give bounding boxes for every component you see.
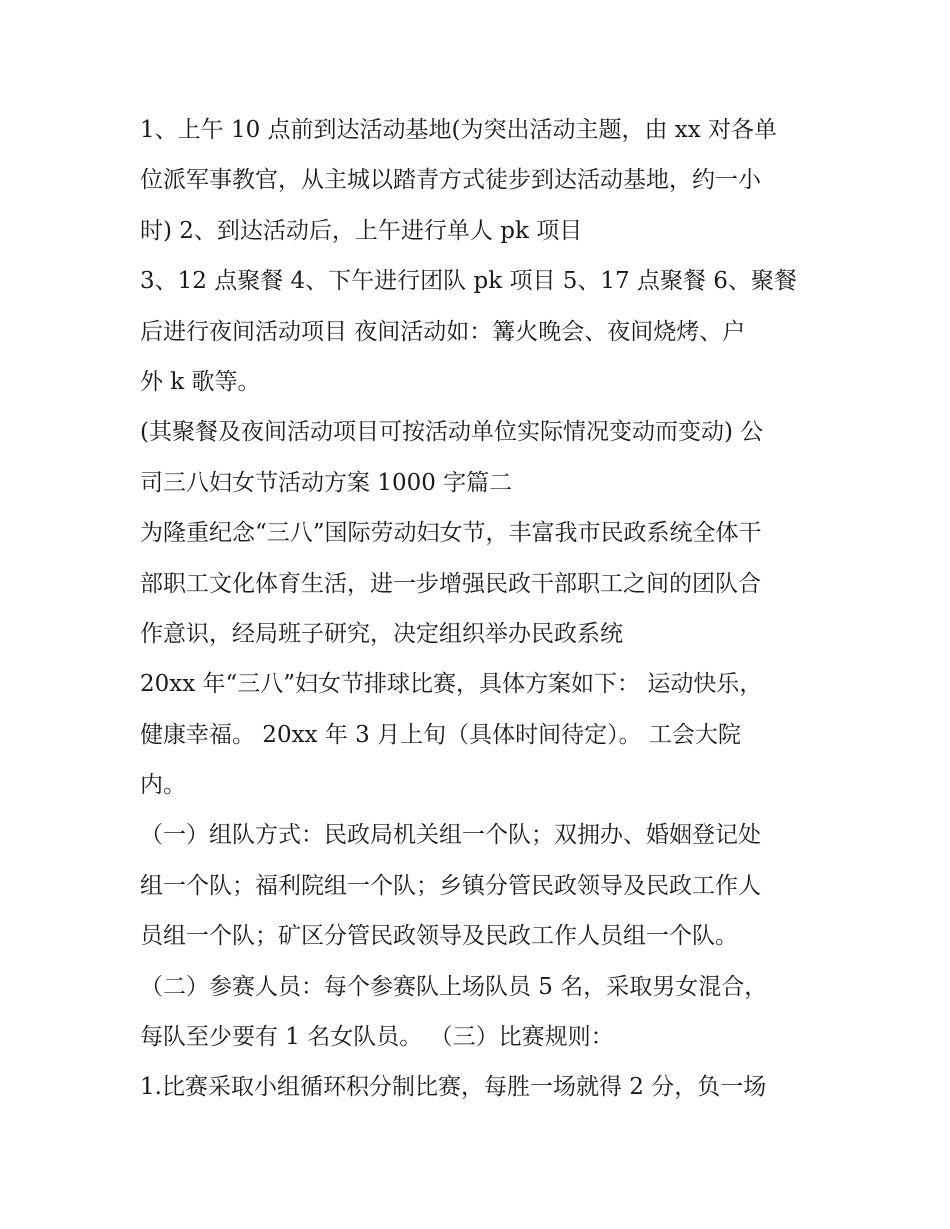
text-line: 部职工文化体育生活，进一步增强民政干部职工之间的团队合 (140, 570, 761, 597)
text-line: 组一个队；福利院组一个队；乡镇分管民政领导及民政工作人 (140, 872, 761, 899)
text-line: （二）参赛人员：每个参赛队上场队员 5 名，采取男女混合， (140, 973, 768, 1000)
text-line: 每队至少要有 1 名女队员。 （三）比赛规则： (140, 1024, 614, 1051)
text-line: 为隆重纪念“三八”国际劳动妇女节，丰富我市民政系统全体干 (140, 520, 762, 547)
text-line: 司三八妇女节活动方案 1000 字篇二 (140, 469, 513, 496)
text-line: 20xx 年“三八”妇女节排球比赛，具体方案如下： 运动快乐， (140, 671, 763, 698)
text-line: 1、上午 10 点前到达活动基地(为突出活动主题，由 xx 对各单 (140, 117, 778, 143)
text-line: （一）组队方式：民政局机关组一个队；双拥办、婚姻登记处 (140, 822, 761, 849)
text-line: 作意识，经局班子研究，决定组织举办民政系统 (140, 620, 623, 647)
text-line: 1.比赛采取小组循环积分制比赛，每胜一场就得 2 分，负一场 (140, 1074, 767, 1101)
document-body (140, 105, 820, 1113)
text-line: 内。 (140, 772, 186, 799)
text-line: 外 k 歌等。 (140, 368, 261, 395)
text-line: 员组一个队；矿区分管民政领导及民政工作人员组一个队。 (140, 923, 738, 950)
text-line: 3、12 点聚餐 4、下午进行团队 pk 项目 5、17 点聚餐 6、聚餐 (140, 268, 797, 295)
text-line: 后进行夜间活动项目 夜间活动如：篝火晚会、夜间烧烤、户 (140, 318, 746, 345)
text-line: (其聚餐及夜间活动项目可按活动单位实际情况变动而变动) 公 (140, 419, 764, 446)
text-line: 位派军事教官，从主城以踏青方式徒步到达活动基地，约一小 (140, 167, 761, 194)
text-line: 健康幸福。 20xx 年 3 月上旬（具体时间待定）。 工会大院 (140, 721, 741, 748)
text-line: 时) 2、到达活动后，上午进行单人 pk 项目 (140, 217, 583, 244)
